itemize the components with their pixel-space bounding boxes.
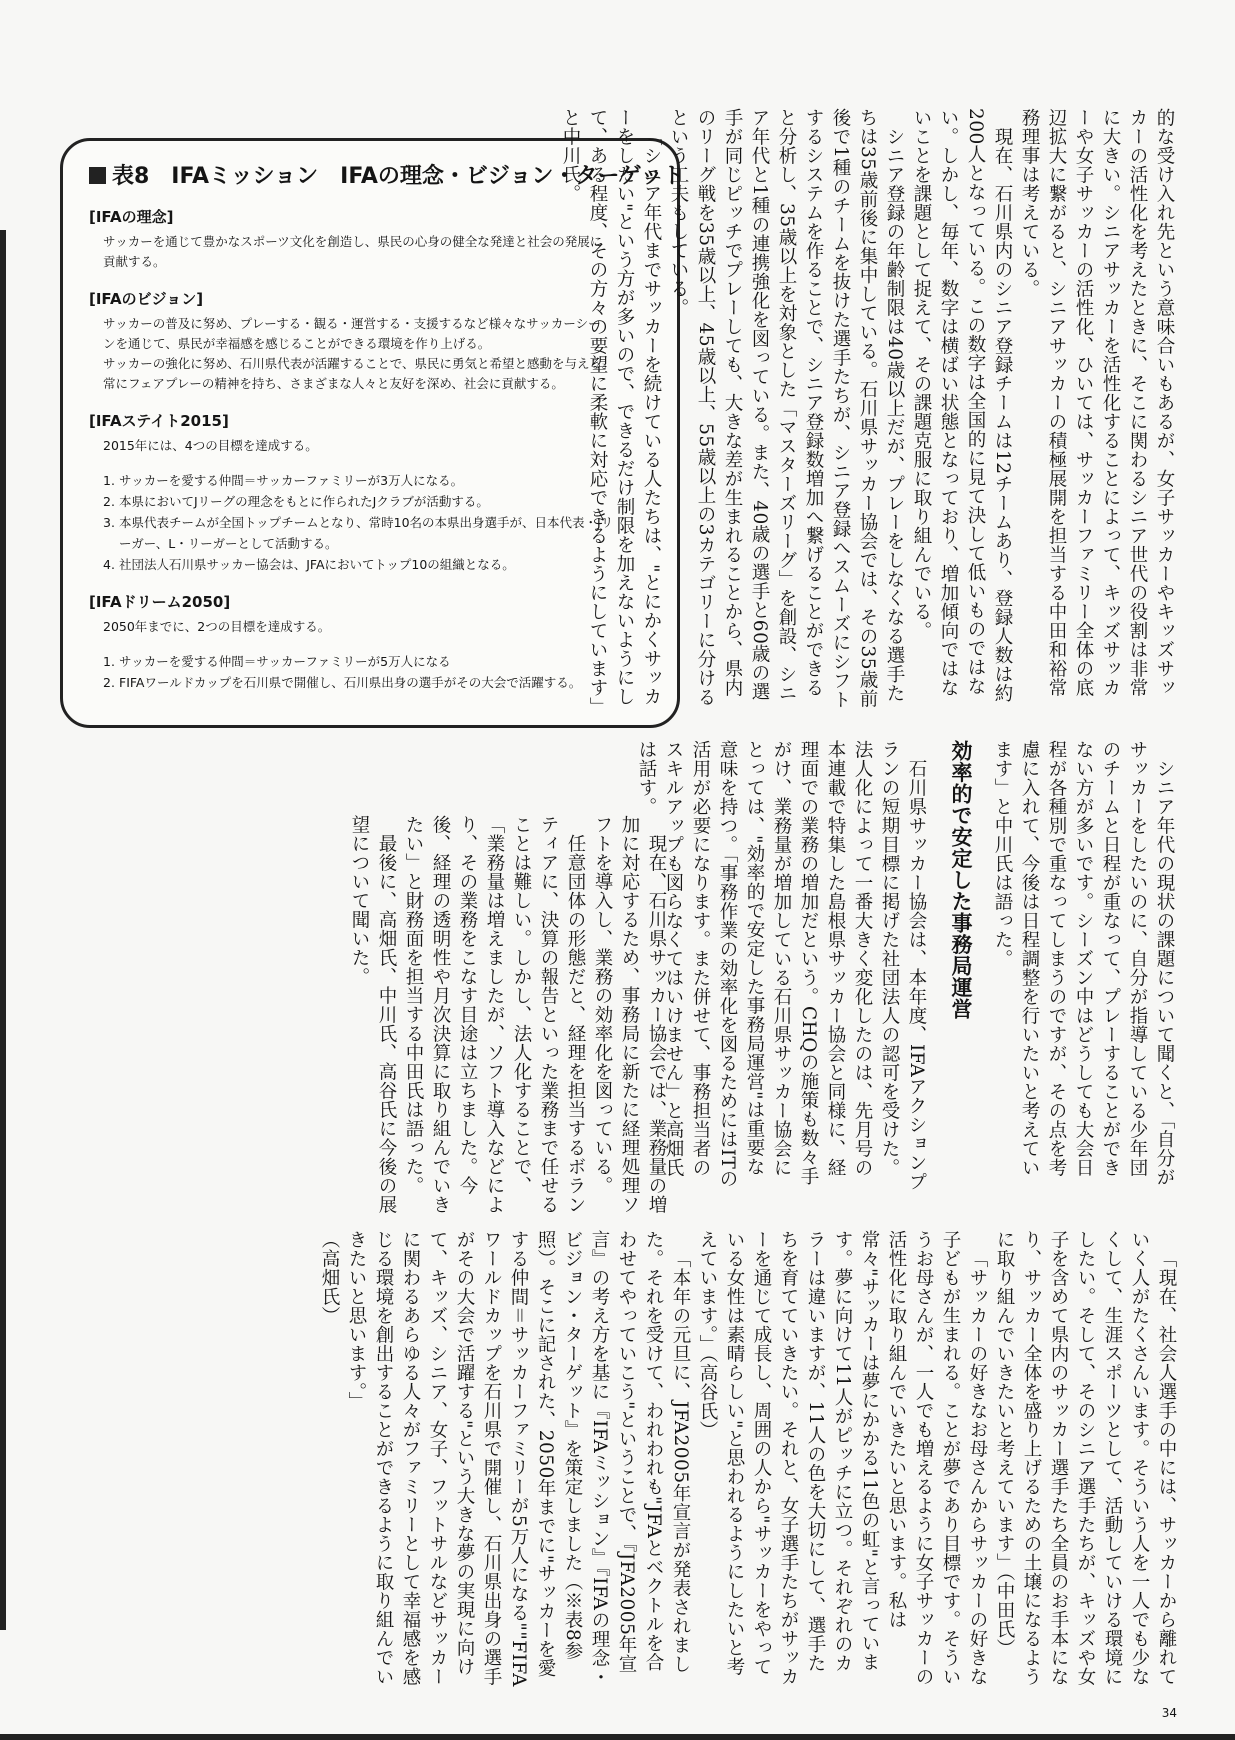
dream2050-item: 2. FIFAワールドカップを石川県で開催し、石川県出身の選手がその大会で活躍する。: [103, 675, 582, 690]
page-number: 34: [1161, 1706, 1177, 1720]
article-column-middle-left: [60, 815, 670, 1215]
article-paragraph: シニア年代の現状の課題について聞くと、「自分がサッカーをしたいのに、自分が指導している少年団のチームと日程が重なって、プレーすることができない方が多いです。シーズン中はどうしても大会日程が各種別で重なってしまうのですが、その点を考慮に入れて、今後は日程調整を行いたいと考えています」と中川氏は語った。: [992, 740, 1175, 1187]
article-paragraph: シニア登録の年齢制限は40歳以上だが、プレーをしなくなる選手たちは35歳前後に集中している。石川県サッカー協会では、その35歳前後で1種のチームを抜けた選手たちが、シニア登録へスムーズにシフトするシステムを作ることで、シニア登録数増加へ繋げることができると分析し、35歳以上を対象とした「マスターズリーグ」を創設、シニア年代と1種の連携強化を図っている。また、40歳の選手と60歳の選手が同じピッチでプレーしても、大きな差が生まれることから、県内のリーグ戦を35歳以上、45歳以上、55歳以上の3カテゴリーに分けるという工夫もしている。: [668, 108, 905, 710]
state2015-item: 1. サッカーを愛する仲間＝サッカーファミリーが3万人になる。: [103, 473, 464, 488]
vision-heading: [IFAのビジョン]: [89, 290, 204, 308]
vision-line: 常にフェアプレーの精神を持ち、さまざまな人々と友好を深め、社会に貢献する。: [103, 376, 564, 391]
article-column-upper: [560, 108, 1178, 713]
dream2050-lead: 2050年までに、2つの目標を達成する。: [103, 619, 331, 634]
section-heading-efficient-office: 効率的で安定した事務局運営: [949, 740, 974, 1020]
vision-line: サッカーの強化に努め、石川県代表が活躍することで、県民に勇気と希望と感動を与える。: [103, 356, 615, 371]
state2015-item: 4. 社団法人石川県サッカー協会は、JFAにおいてトップ10の組織となる。: [103, 557, 515, 572]
article-attribution: （高畑氏）: [319, 1230, 340, 1325]
article-paragraph: 「現在、社会人選手の中には、サッカーから離れていく人がたくさんいます。そういう人を一人でも少なくして、生涯スポーツとして、活動していける環境にしたい。そして、そのシニア選手たちが、キッズや女子を含めて県内のサッカー選手たち全員のお手本になり、サッカー全体を盛り上げるための土壌になるように取り組んでいきたいと考えています」（中田氏）: [994, 1230, 1177, 1686]
article-paragraph: 的な受け入れ先という意味合いもあるが、女子サッカーやキッズサッカーの活性化を考えたときに、そこに関わるシニア世代の役割は非常に大きい。シニアサッカーを活性化することによって、キッズサッカーや女子サッカーの活性化、ひいては、サッカーファミリー全体の底辺拡大に繋がると、シニアサッカーの積極展開を担当する中田和裕常務理事は考えている。: [1019, 108, 1175, 697]
state2015-heading: [IFAステイト2015]: [89, 412, 229, 430]
square-marker-icon: [89, 167, 106, 184]
bottom-edge-rule: [0, 1734, 1235, 1740]
page-edge-shadow: [0, 230, 6, 1630]
article-paragraph: 「本年の元旦に、JFA2005年宣言が発表されました。それを受けて、われわれも"JFAとベクトルを合わせてやっていこう"ということで、『JFA2005年宣言』の考え方を基に『IFAミッション』『IFAの理念・ビジョン・ターゲット』を策定しました（※表8参照）。そこに記された、2050年までに"サッカーを愛する仲間＝サッカーファミリーが5万人になる""FIFAワールドカップを石川県で開催し、石川県出身の選手がその大会で活躍する"という大きな夢の実現に向けて、キッズ、シニア、女子、フットサルなどサッカーに関わるあらゆる人々がファミリーとして幸福感を感じる環境を創出することができるように取り組んでいきたいと思います。」: [346, 1230, 691, 1688]
state2015-item: 3. 本県代表チームが全国トップチームとなり、常時10名の本県出身選手が、日本代表・Jリ: [103, 515, 614, 530]
article-column-middle: [636, 740, 1178, 1195]
article-paragraph: 石川県サッカー協会は、本年度、IFAアクションプランの短期目標に掲げた社団法人の認可を受けた。法人化によって一番大きく変化したのは、先月号の本連載で特集した島根県サッカー協会と同様に、経理面での業務の増加だという。CHQの施策も数々手がけ、業務量が増加している石川県サッカー協会にとっては、"効率的で安定した事務局運営"は重要な意味を持つ。「事務作業の効率化を図るためにはITの活用が必要になります。また併せて、事務担当者のスキルアップも図らなくてはいけません」と高畑氏は話す。: [636, 740, 927, 1191]
philosophy-line: 貢献する。: [103, 254, 166, 269]
state2015-item: 2. 本県においてJリーグの理念をもとに作られたJクラブが活動する。: [103, 494, 489, 509]
article-paragraph: 「サッカーの好きなお母さんからサッカーの好きな子どもが生まれる。ことが夢であり目標です。そういうお母さんが、一人でも増えるように女子サッカーの活性化に取り組んでいきたいと思います。私は常々"サッカーは夢にかかる11色の虹"と言っています。夢に向けて11人がピッチに立つ。それぞれのカラーは違いますが、11人の色を大切にして、選手たちを育てていきたい。それと、女子選手たちがサッカーを通じて成長し、周囲の人から"サッカーをやっている女性は素晴らしい"と思われるようにしたいと考えています。」（高谷氏）: [697, 1230, 988, 1686]
article-paragraph: 「シニア年代までサッカーを続けている人たちは、"とにかくサッカーをしたい"という方が多いので、できるだけ制限を加えないようにして、ある程度、その方々の要望に柔軟に対応できるようにしています」と中川氏。: [560, 108, 662, 707]
dream2050-item: 1. サッカーを愛する仲間＝サッカーファミリーが5万人になる: [103, 654, 451, 669]
dream2050-heading: [IFAドリーム2050]: [89, 593, 231, 611]
article-paragraph: 現在、石川県内のシニア登録チームは12チームあり、登録人数は約200人となっている。この数字は全国的に見て決して低いものではない。しかし、毎年、数字は横ばい状態となっており、増加傾向ではないことを課題として捉えて、その課題克服に取り組んでいる。: [911, 108, 1013, 703]
state2015-lead: 2015年には、4つの目標を達成する。: [103, 438, 318, 453]
philosophy-heading: [IFAの理念]: [89, 208, 174, 226]
article-paragraph: 現在、石川県サッカー協会では、業務量の増加に対応するため、事務局に新たに経理処理ソフトを導入し、業務の効率化を図っている。: [592, 815, 667, 1214]
philosophy-line: サッカーを通じて豊かなスポーツ文化を創造し、県民の心身の健全な発達と社会の発展に: [103, 234, 603, 249]
article-column-lower: [60, 1230, 1180, 1690]
mission-box-title-text: 表8 IFAミッション IFAの理念・ビジョン・ターゲット: [112, 164, 685, 189]
state2015-item: ーガー、L・リーガーとして活動する。: [119, 536, 338, 551]
article-paragraph: 最後に、高畑氏、中川氏、高谷氏に今後の展望について聞いた。: [349, 815, 397, 1214]
vision-line: ンを通じて、県民が幸福感を感じることができる環境を作り上げる。: [103, 336, 491, 351]
vision-line: サッカーの普及に努め、プレーする・観る・運営する・支援するなど様々なサッカーシー: [103, 316, 601, 331]
article-paragraph: 任意団体の形態だと、経理を担当するボランティアに、決算の報告といった業務まで任せることは難しい。しかし、法人化することで、「業務量は増えましたが、ソフト導入などにより、その業務をこなす目途は立ちました。今後、経理の透明性や月次決算に取り組んでいきたい」と財務面を担当する中田氏は語った。: [403, 815, 586, 1214]
